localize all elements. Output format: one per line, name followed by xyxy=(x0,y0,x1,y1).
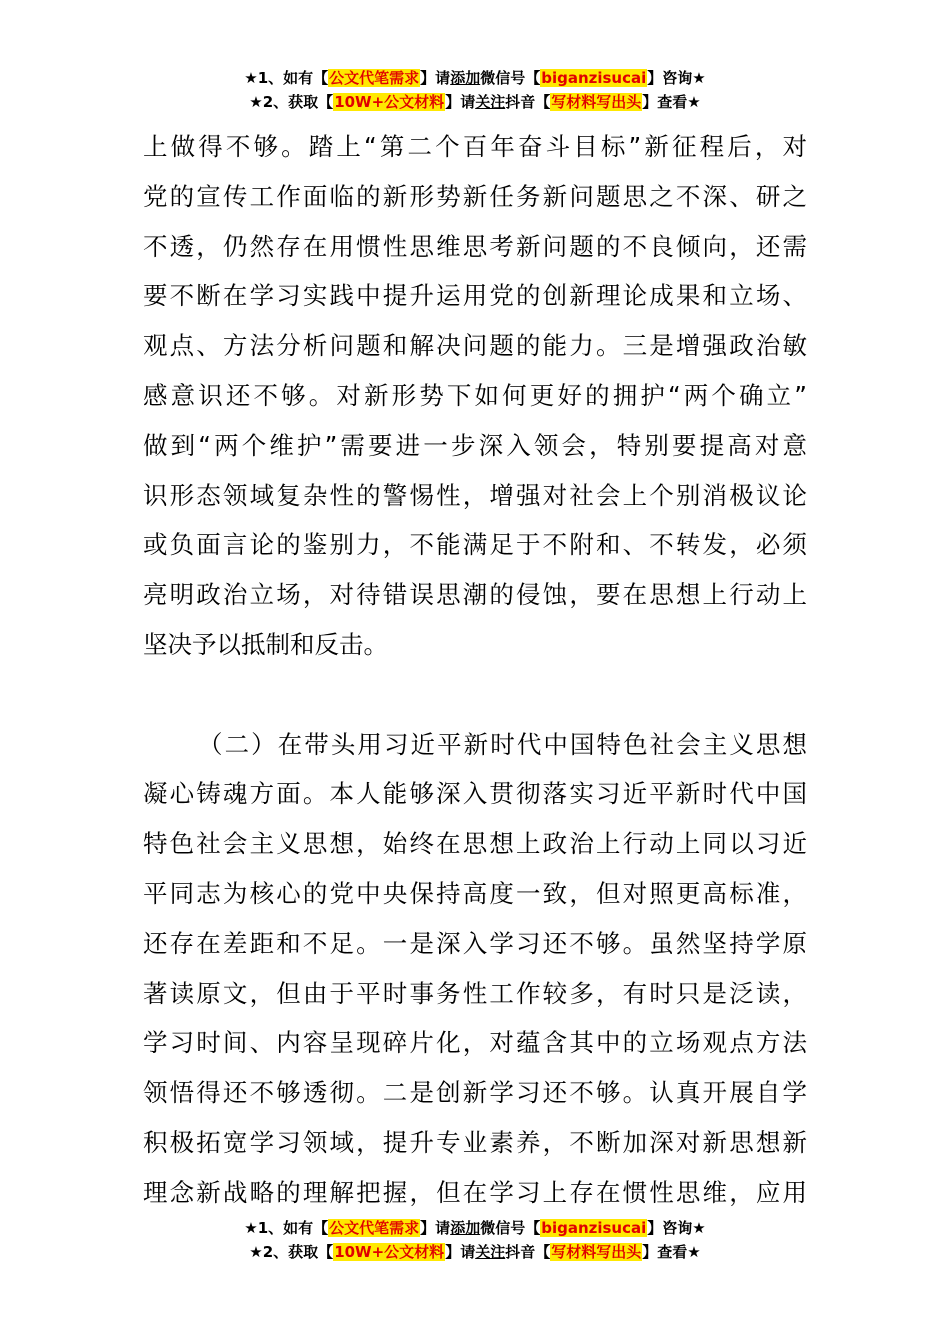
banner-text: 】咨询★ xyxy=(647,69,706,87)
underlined-text: 添加 xyxy=(450,69,481,87)
banner-text: 】请 xyxy=(445,1243,476,1261)
text-line: 或负面言论的鉴别力，不能满足于不附和、不转发，必须 xyxy=(143,530,807,560)
text-line: 做到“两个维护”需要进一步深入领会，特别要提高对意 xyxy=(143,430,807,460)
banner-text: 】查看★ xyxy=(642,93,701,111)
highlight-service: 公文代笔需求 xyxy=(329,1219,420,1237)
paragraph-spacer xyxy=(143,670,807,720)
text-line: 上做得不够。踏上“第二个百年奋斗目标”新征程后，对 xyxy=(143,132,807,161)
banner-text: 微信号【 xyxy=(480,69,541,87)
highlight-douyin-account: 写材料写出头 xyxy=(551,1243,642,1261)
highlight-wechat-id: biganzisucai xyxy=(541,1219,647,1237)
text-line: 要不断在学习实践中提升运用党的创新理论成果和立场、 xyxy=(143,281,807,311)
text-line: 观点、方法分析问题和解决问题的能力。三是增强政治敏 xyxy=(143,331,807,361)
highlight-douyin-account: 写材料写出头 xyxy=(551,93,642,111)
banner-text: ★1、如有【 xyxy=(244,1219,329,1237)
banner-text: 】请 xyxy=(420,69,451,87)
banner-line-2 xyxy=(0,90,950,114)
highlight-materials: 10W+公文材料 xyxy=(334,1243,445,1261)
banner-text: 】咨询★ xyxy=(647,1219,706,1237)
banner-text: 】请 xyxy=(420,1219,451,1237)
underlined-text: 关注 xyxy=(475,93,506,111)
text-line: 平同志为核心的党中央保持高度一致，但对照更高标准， xyxy=(143,878,807,908)
text-line: 党的宣传工作面临的新形势新任务新问题思之不深、研之 xyxy=(143,181,807,211)
text-line: 识形态领域复杂性的警惕性，增强对社会上个别消极议论 xyxy=(143,480,807,510)
text-line: 领悟得还不够透彻。二是创新学习还不够。认真开展自学 xyxy=(143,1078,807,1108)
document-body xyxy=(143,122,807,1218)
text-line: 著读原文，但由于平时事务性工作较多，有时只是泛读， xyxy=(143,978,807,1008)
banner-text: 】请 xyxy=(445,93,476,111)
paragraph-2 xyxy=(143,720,807,1218)
text-line: 还存在差距和不足。一是深入学习还不够。虽然坚持学原 xyxy=(143,928,807,958)
banner-text: ★2、获取【 xyxy=(249,93,334,111)
underlined-text: 添加 xyxy=(450,1219,481,1237)
banner-line-1 xyxy=(0,1216,950,1240)
banner-text: 抖音【 xyxy=(505,1243,551,1261)
underlined-text: 关注 xyxy=(475,1243,506,1261)
banner-text: ★1、如有【 xyxy=(244,69,329,87)
text-line: 亮明政治立场，对待错误思潮的侵蚀，要在思想上行动上 xyxy=(143,580,807,610)
text-line: 积极拓宽学习领域，提升专业素养，不断加深对新思想新 xyxy=(143,1127,807,1157)
text-line: 学习时间、内容呈现碎片化，对蕴含其中的立场观点方法 xyxy=(143,1028,807,1058)
header-banner xyxy=(0,66,950,114)
text-line: 特色社会主义思想，始终在思想上政治上行动上同以习近 xyxy=(143,829,807,859)
text-line: 坚决予以抵制和反击。 xyxy=(143,629,388,659)
text-line: 理念新战略的理解把握，但在学习上存在惯性思维，应用 xyxy=(143,1177,807,1207)
banner-text: 微信号【 xyxy=(480,1219,541,1237)
paragraph-1 xyxy=(143,122,807,670)
banner-line-2 xyxy=(0,1240,950,1264)
highlight-service: 公文代笔需求 xyxy=(329,69,420,87)
banner-line-1 xyxy=(0,66,950,90)
text-line: 感意识还不够。对新形势下如何更好的拥护“两个确立” xyxy=(143,380,807,410)
text-line-indented: （二）在带头用习近平新时代中国特色社会主义思想 xyxy=(198,729,807,759)
banner-text: ★2、获取【 xyxy=(249,1243,334,1261)
text-line: 不透，仍然存在用惯性思维思考新问题的不良倾向，还需 xyxy=(143,231,807,261)
highlight-materials: 10W+公文材料 xyxy=(334,93,445,111)
highlight-wechat-id: biganzisucai xyxy=(541,69,647,87)
text-line: 凝心铸魂方面。本人能够深入贯彻落实习近平新时代中国 xyxy=(143,779,807,809)
banner-text: 抖音【 xyxy=(505,93,551,111)
banner-text: 】查看★ xyxy=(642,1243,701,1261)
footer-banner xyxy=(0,1216,950,1264)
